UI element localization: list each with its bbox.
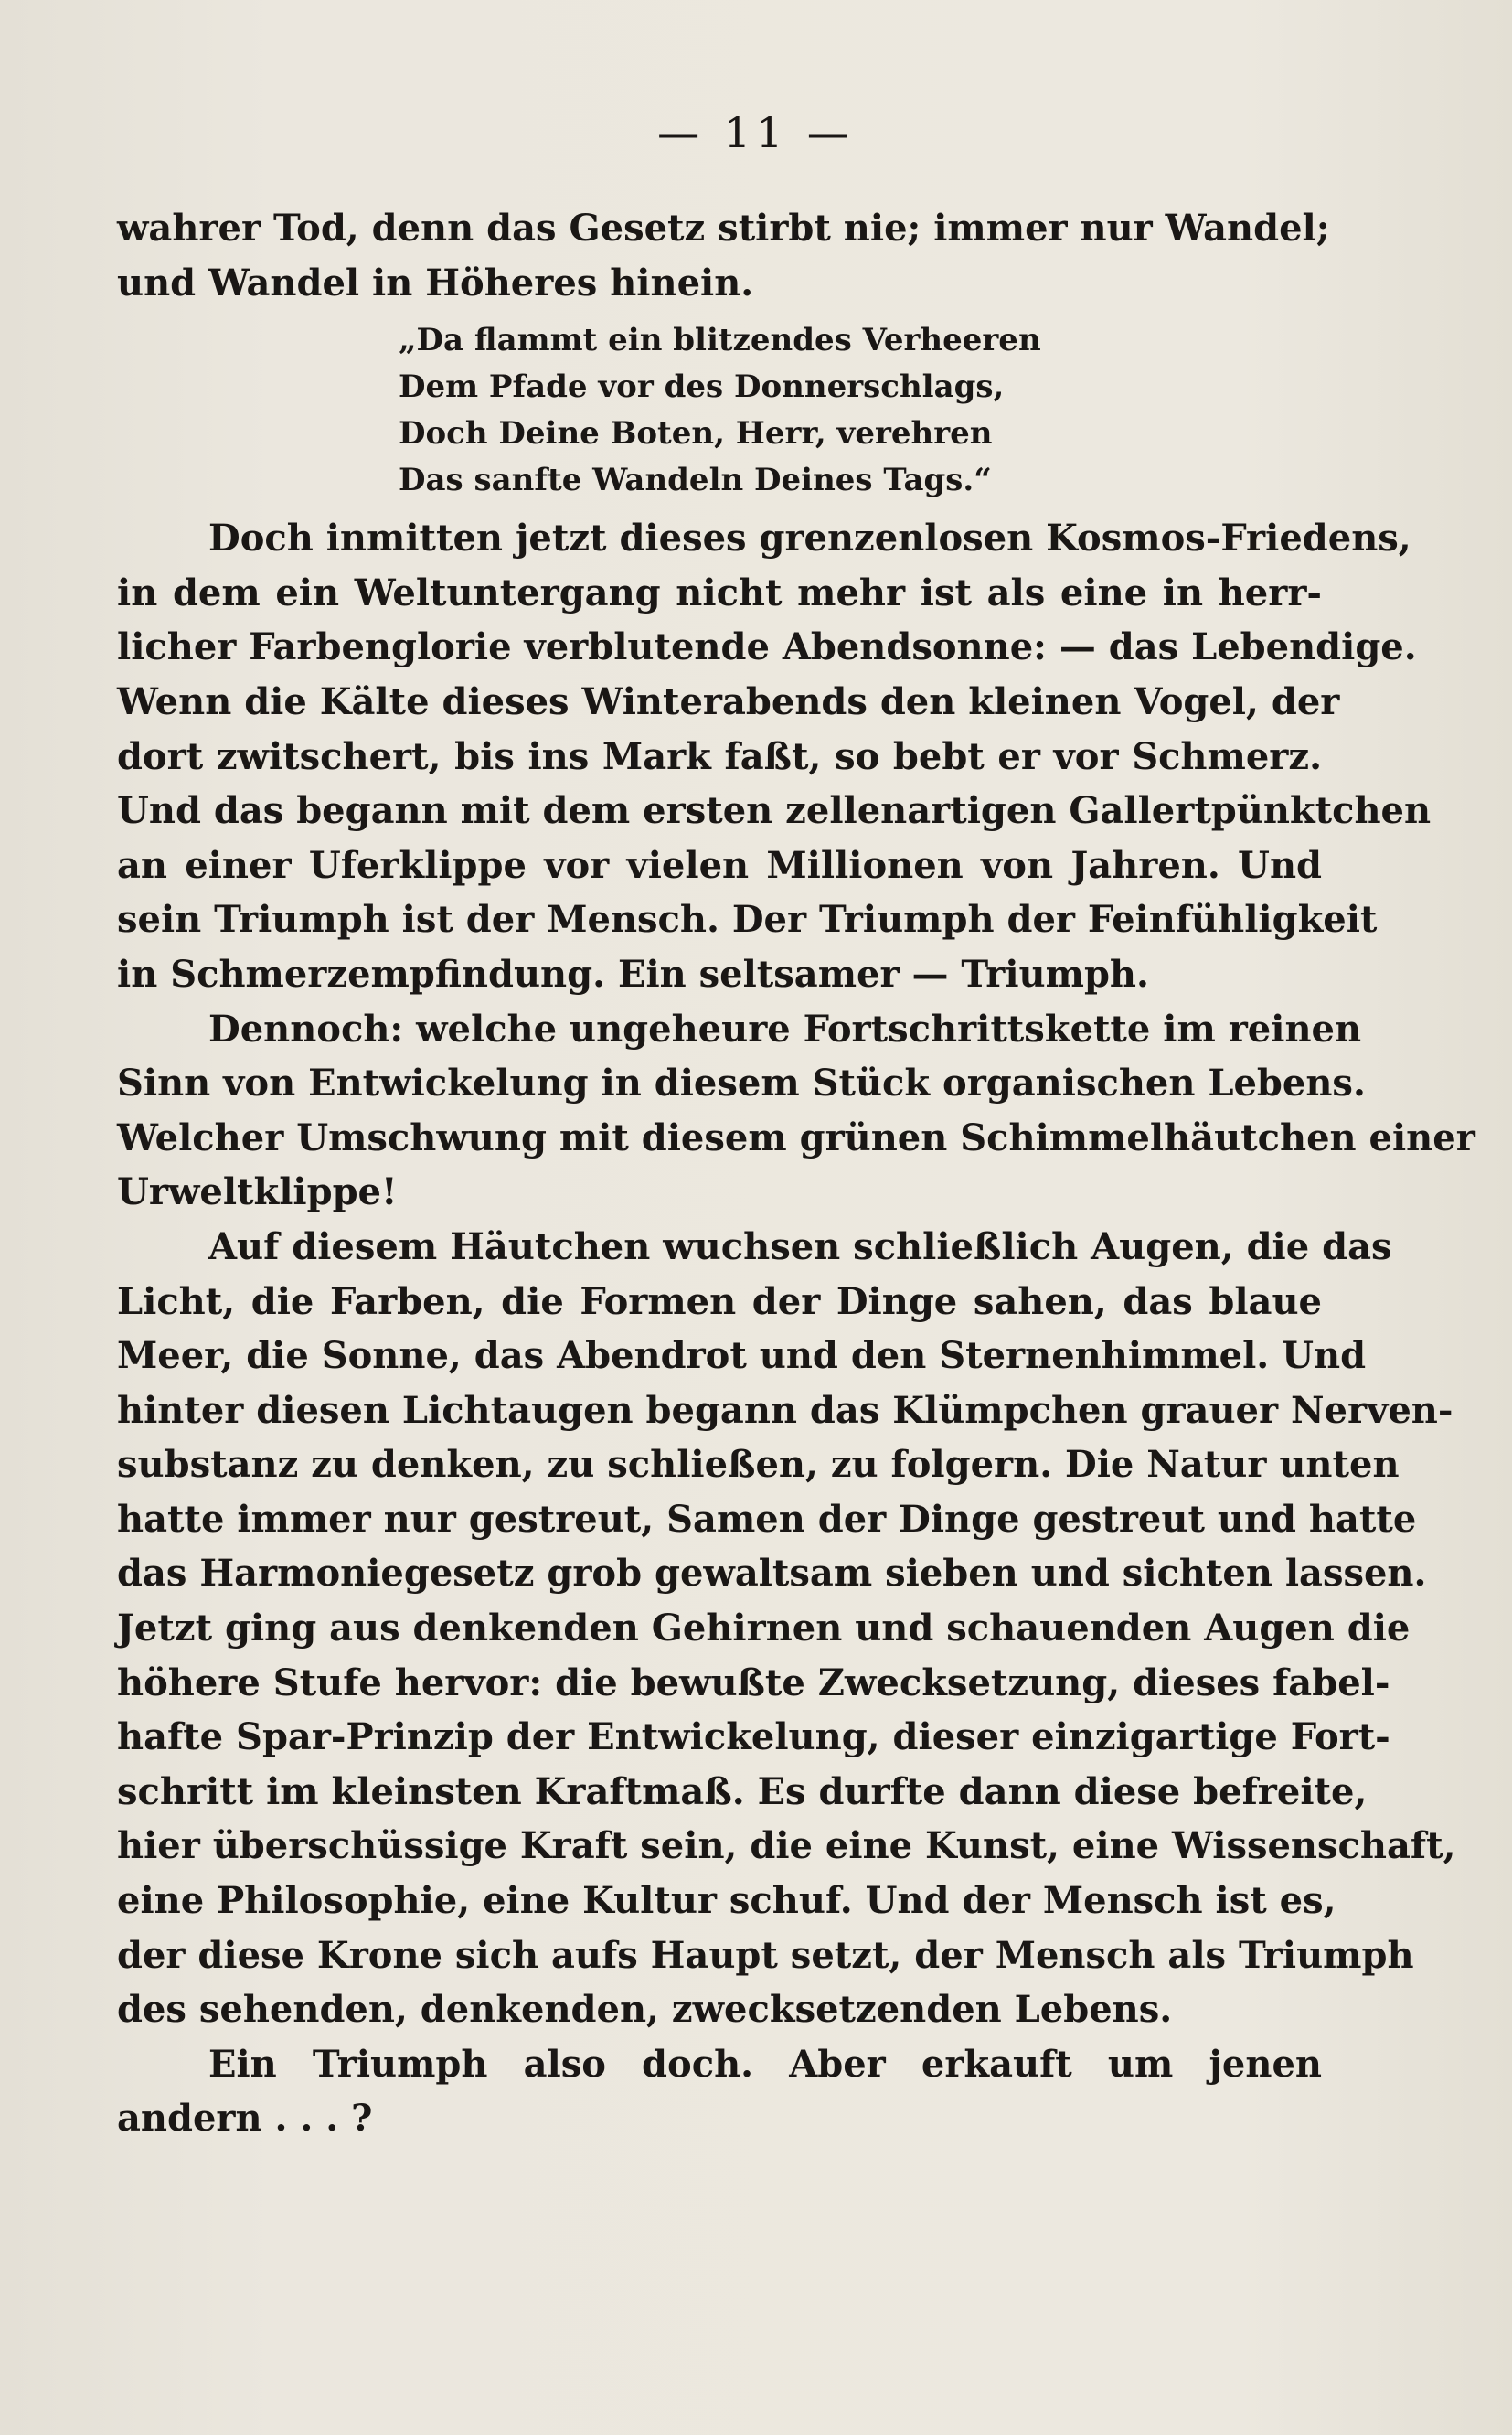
verse-line: Doch Deine Boten, Herr, verehren	[399, 415, 993, 453]
text-line: schritt im kleinsten Kraftmaß. Es durfte dann diese befreite,	[117, 1769, 1368, 1813]
verse-line: Das sanfte Wandeln Deines Tags.“	[399, 462, 992, 499]
text-line: Dennoch: welche ungeheure Fortschrittskette im reinen	[208, 1007, 1362, 1051]
paragraph-3	[117, 1002, 1475, 1220]
verse-quote	[399, 317, 1322, 504]
text-line: Und das begann mit dem ersten zellenartigen Gallertpünktchen	[117, 789, 1432, 833]
text-line: substanz zu denken, zu schließen, zu folgern. Die Natur unten	[117, 1443, 1400, 1487]
text-line: des sehenden, denkenden, zwecksetzenden Lebens.	[117, 1988, 1173, 2032]
text-line: Meer, die Sonne, das Abendrot und den Sternenhimmel. Und	[117, 1334, 1367, 1378]
text-line: der diese Krone sich aufs Haupt setzt, der Mensch als Triumph	[117, 1933, 1414, 1977]
text-line: höhere Stufe hervor: die bewußte Zwecksetzung, dieses fabel-	[117, 1661, 1390, 1704]
text-line: Ein Triumph also doch. Aber erkauft um jenen	[208, 2042, 1322, 2086]
text-line: und Wandel in Höheres hinein.	[117, 261, 754, 304]
text-line: Licht, die Farben, die Formen der Dinge sahen, das blaue	[117, 1279, 1322, 1323]
text-line: hatte immer nur gestreut, Samen der Dinge gestreut und hatte	[117, 1497, 1417, 1541]
text-line: hier überschüssige Kraft sein, die eine Kunst, eine Wissenschaft,	[117, 1824, 1456, 1868]
text-line: Wenn die Kälte dieses Winterabends den kleinen Vogel, der	[117, 679, 1340, 723]
text-line: licher Farbenglorie verblutende Abendsonne: — das Lebendige.	[117, 625, 1417, 669]
text-line: in dem ein Weltuntergang nicht mehr ist als eine in herr-	[117, 571, 1322, 614]
text-line: in Schmerzempfindung. Ein seltsamer — Triumph.	[117, 952, 1149, 996]
text-line: hinter diesen Lichtaugen begann das Klümpchen grauer Nerven-	[117, 1388, 1453, 1432]
paragraph-5	[117, 2037, 1322, 2146]
verse-line: „Da flammt ein blitzendes Verheeren	[399, 322, 1041, 359]
text-line: hafte Spar-Prinzip der Entwickelung, dieser einzigartige Fort-	[117, 1715, 1390, 1759]
text-line: sein Triumph ist der Mensch. Der Triumph der Feinfühligkeit	[117, 898, 1378, 942]
text-line: dort zwitschert, bis ins Mark faßt, so bebt er vor Schmerz.	[117, 734, 1322, 778]
text-line: Jetzt ging aus denkenden Gehirnen und schauenden Augen die	[117, 1607, 1411, 1650]
text-line: Sinn von Entwickelung in diesem Stück organischen Lebens.	[117, 1062, 1366, 1105]
verse-line: Dem Pfade vor des Donnerschlags,	[399, 368, 1005, 406]
text-line: das Harmoniegesetz grob gewaltsam sieben und sichten lassen.	[117, 1552, 1427, 1596]
text-line: an einer Uferklippe vor vielen Millionen von Jahren. Und	[117, 843, 1322, 887]
paragraph-1	[117, 201, 1330, 310]
page-number: — 11 —	[657, 108, 855, 157]
paragraph-2	[117, 511, 1432, 1001]
text-line: wahrer Tod, denn das Gesetz stirbt nie; immer nur Wandel;	[117, 207, 1330, 250]
text-line: Doch inmitten jetzt dieses grenzenlosen Kosmos-Friedens,	[208, 517, 1411, 561]
text-line: Welcher Umschwung mit diesem grünen Schimmelhäutchen einer	[117, 1116, 1475, 1159]
paragraph-4	[117, 1220, 1456, 2037]
text-line: eine Philosophie, eine Kultur schuf. Und der Mensch ist es,	[117, 1879, 1336, 1923]
text-line: Urweltklippe!	[117, 1170, 398, 1214]
body-text	[117, 201, 1475, 2146]
text-line: andern . . . ?	[117, 2097, 373, 2141]
text-line: Auf diesem Häutchen wuchsen schließlich Augen, die das	[208, 1224, 1392, 1268]
